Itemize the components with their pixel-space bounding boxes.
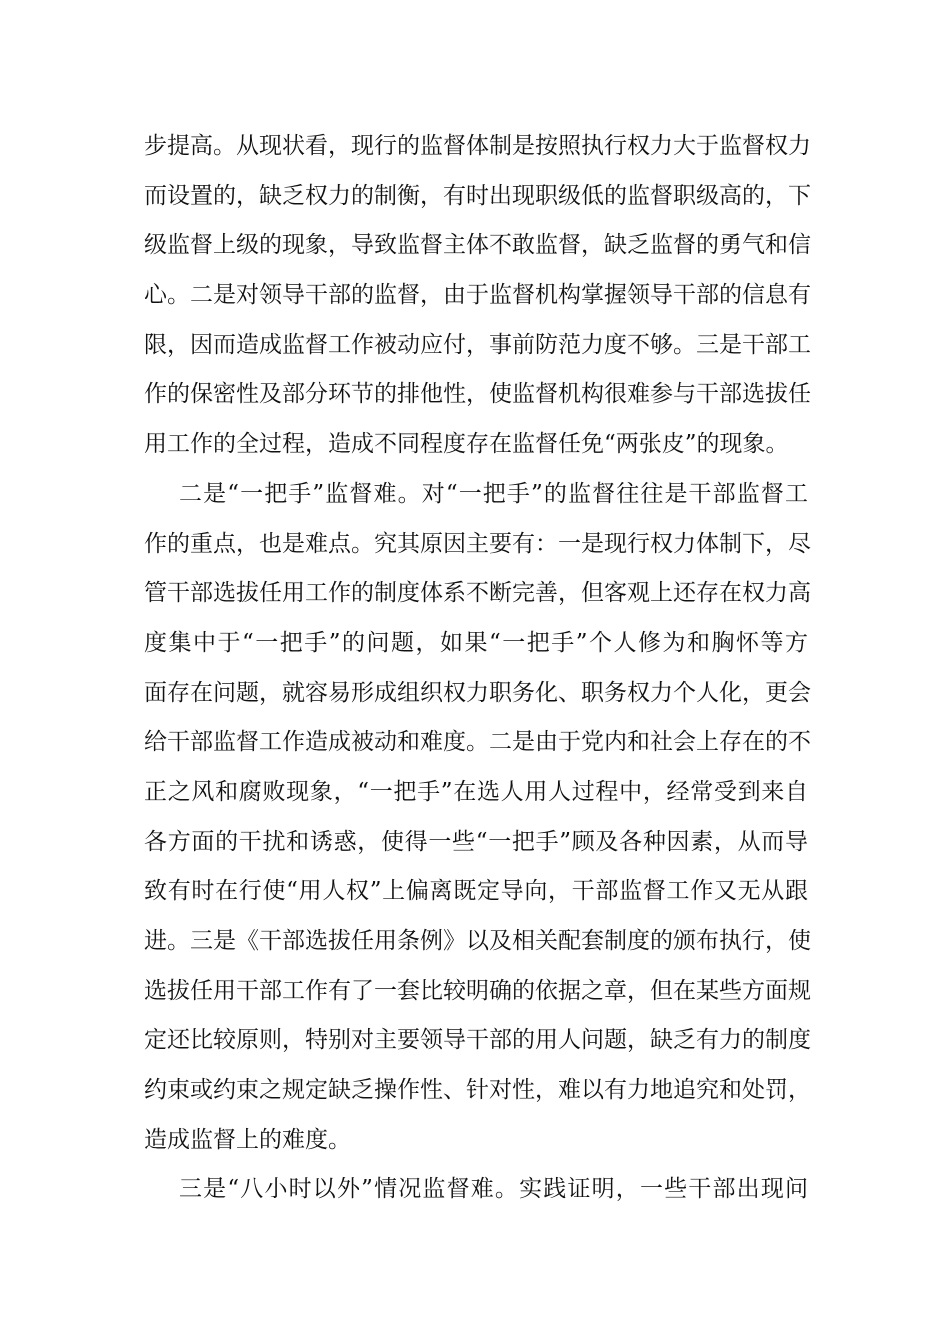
paragraph bbox=[144, 1169, 808, 1219]
text-line: 用工作的全过程，造成不同程度存在监督任免“两张皮”的现象。 bbox=[144, 431, 789, 458]
text-line: 各方面的干扰和诱惑，使得一些“一把手”顾及各种因素，从而导 bbox=[144, 828, 808, 855]
paragraph bbox=[144, 126, 811, 474]
text-line: 定还比较原则，特别对主要领导干部的用人问题，缺乏有力的制度 bbox=[144, 1027, 811, 1054]
text-line: 作的重点，也是难点。究其原因主要有：一是现行权力体制下，尽 bbox=[144, 530, 811, 557]
text-line: 而设置的，缺乏权力的制衡，有时出现职级低的监督职级高的，下 bbox=[144, 182, 811, 209]
text-line: 约束或约束之规定缺乏操作性、针对性，难以有力地追究和处罚， bbox=[144, 1077, 811, 1104]
text-line: 步提高。从现状看，现行的监督体制是按照执行权力大于监督权力 bbox=[144, 133, 811, 159]
text-line: 作的保密性及部分环节的排他性，使监督机构很难参与干部选拔任 bbox=[144, 381, 811, 408]
text-line: 给干部监督工作造成被动和难度。二是由于党内和社会上存在的不 bbox=[144, 729, 811, 756]
text-line: 三是“八小时以外”情况监督难。实践证明，一些干部出现问 bbox=[179, 1176, 808, 1203]
text-line: 二是“一把手”监督难。对“一把手”的监督往往是干部监督工 bbox=[179, 480, 808, 507]
text-line: 造成监督上的难度。 bbox=[144, 1126, 351, 1153]
text-line: 限，因而造成监督工作被动应付，事前防范力度不够。三是干部工 bbox=[144, 331, 811, 358]
paragraph bbox=[144, 474, 811, 1170]
text-line: 致有时在行使“用人权”上偏离既定导向，干部监督工作又无从跟 bbox=[144, 878, 808, 905]
text-line: 度集中于“一把手”的问题，如果“一把手”个人修为和胸怀等方 bbox=[144, 629, 808, 656]
text-line: 选拔任用干部工作有了一套比较明确的依据之章，但在某些方面规 bbox=[144, 977, 811, 1004]
document-page bbox=[144, 126, 811, 1219]
text-line: 管干部选拔任用工作的制度体系不断完善，但客观上还存在权力高 bbox=[144, 580, 811, 607]
text-line: 进。三是《干部选拔任用条例》以及相关配套制度的颁布执行，使 bbox=[144, 928, 811, 954]
text-line: 心。二是对领导干部的监督，由于监督机构掌握领导干部的信息有 bbox=[144, 282, 811, 309]
text-line: 级监督上级的现象，导致监督主体不敢监督，缺乏监督的勇气和信 bbox=[144, 232, 811, 259]
text-line: 正之风和腐败现象，“一把手”在选人用人过程中，经常受到来自 bbox=[144, 778, 808, 805]
text-line: 面存在问题，就容易形成组织权力职务化、职务权力个人化，更会 bbox=[144, 679, 811, 706]
